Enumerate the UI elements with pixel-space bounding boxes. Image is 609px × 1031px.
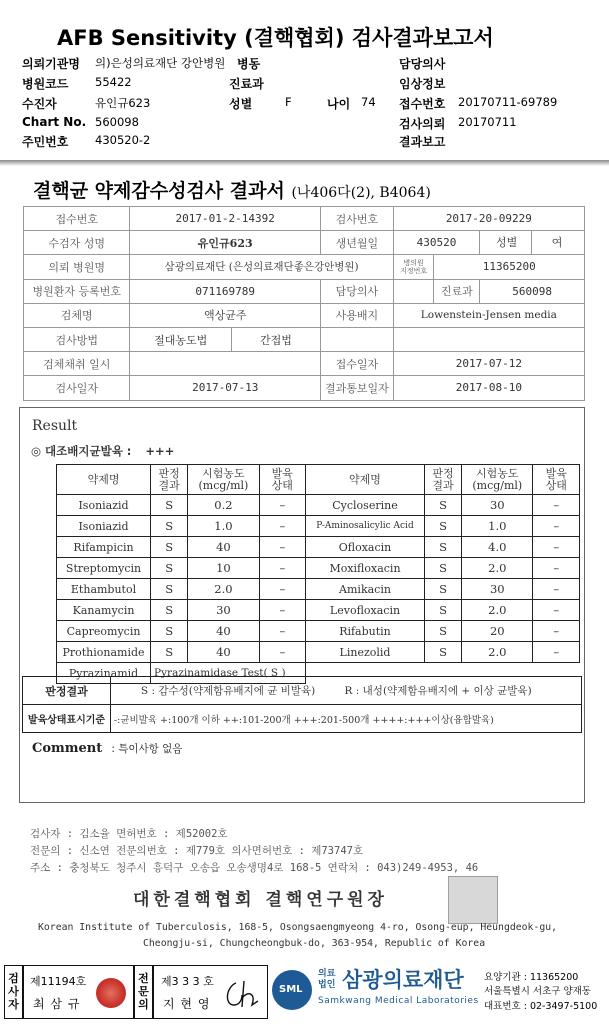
- drug-growth: –: [259, 579, 306, 600]
- drug-result: S: [424, 600, 461, 621]
- drug-growth: –: [533, 642, 580, 663]
- specimen-value: 액상균주: [130, 303, 320, 327]
- form-title: [33, 176, 431, 203]
- drug-result: S: [424, 516, 461, 537]
- institute-en-2: Cheongju-si, Chungcheongbuk-do, 363-954, Republic of Korea: [143, 938, 486, 949]
- test-no-value: 2017-20-09229: [393, 207, 584, 231]
- drug-conc: 40: [188, 642, 259, 663]
- drug-name: Ethambutol: [57, 579, 151, 600]
- specialist-no: 제3 3 3 호: [161, 975, 214, 988]
- drug-result: S: [151, 621, 188, 642]
- hosp-code-label-2: 지정번호: [400, 266, 428, 275]
- method-value-1: 절대농도법: [130, 327, 231, 351]
- header-label: 임상정보: [399, 77, 446, 91]
- drug-name: Rifabutin: [306, 621, 425, 642]
- header-label: Chart No.: [22, 115, 87, 129]
- col-conc-1: 시험농도: [202, 466, 245, 480]
- col-conc-r: [462, 465, 533, 495]
- header-label: 담당의사: [399, 57, 446, 71]
- col-growth-r-2: 상태: [545, 478, 567, 492]
- red-seal-icon: [96, 978, 126, 1008]
- judgement-text: [110, 677, 581, 705]
- received-label: 접수일자: [320, 352, 393, 376]
- col-judge-r: [424, 465, 461, 495]
- drug-result: S: [424, 495, 461, 516]
- drug-result: S: [424, 558, 461, 579]
- institute-en-1: Korean Institute of Tuberculosis, 168-5, Osongsaengmyeong 4-ro, Osong-eup, Heungdeok-gu,: [38, 922, 558, 933]
- tester-vlabel-2: 사: [8, 985, 19, 998]
- growth-text: -:균비발육 +:100개 이하 ++:101-200개 +++:201-500개 ++++:+++이상(융합발육): [110, 705, 581, 733]
- header-value: 560098: [95, 115, 139, 129]
- table-row: [57, 516, 580, 537]
- signature-icon: [222, 975, 264, 1013]
- sml-logo-text: SML: [279, 984, 303, 995]
- col-growth: [259, 465, 306, 495]
- drug-growth: –: [259, 600, 306, 621]
- result-title: Result: [32, 418, 78, 434]
- drug-growth: –: [533, 579, 580, 600]
- tester-vlabel-3: 자: [8, 998, 19, 1011]
- report-label: 결과통보일자: [320, 376, 393, 400]
- patient-info-table: [23, 206, 585, 401]
- col-judge: [151, 465, 188, 495]
- sex-value: 여: [551, 236, 563, 250]
- drug-result: S: [151, 642, 188, 663]
- header-value: 20170711: [458, 115, 517, 129]
- judgement-r: R : 내성(약제함유배지에 + 이상 균발육): [344, 685, 532, 697]
- drug-growth: –: [259, 558, 306, 579]
- header-value: 의)은성의료재단 강안병원: [95, 56, 226, 70]
- table-row: [57, 600, 580, 621]
- col-drug-r: 약제명: [306, 465, 425, 495]
- method-label: 검사방법: [24, 327, 130, 351]
- method-empty-2: [393, 327, 584, 351]
- drug-result: S: [151, 579, 188, 600]
- hosp-code-label: [393, 255, 434, 279]
- patient-label: 수검자 성명: [24, 231, 130, 255]
- drug-name: Amikacin: [306, 579, 425, 600]
- table-row: [57, 642, 580, 663]
- header-label: 주민번호: [22, 135, 69, 149]
- col-judge-2: 결과: [158, 478, 180, 492]
- header-label: 나이: [327, 97, 351, 111]
- reg-label: 병원환자 등록번호: [24, 279, 130, 303]
- header-value: 74: [361, 95, 376, 109]
- org-phone: 대표번호 : 02-3497-5100: [484, 1001, 598, 1012]
- table-row: [57, 495, 580, 516]
- media-value: Lowenstein-Jensen media: [393, 303, 584, 327]
- header-value: 유인규623: [95, 96, 151, 110]
- dept-value: 560098: [480, 279, 585, 303]
- col-growth-r: [533, 465, 580, 495]
- drug-conc: 30: [462, 579, 533, 600]
- drug-conc: 2.0: [188, 579, 259, 600]
- drug-result: S: [151, 516, 188, 537]
- drug-conc: 2.0: [462, 600, 533, 621]
- col-judge-r-1: 판정: [432, 466, 454, 480]
- judgement-s: S : 감수성(약제함유배지에 균 비발육): [140, 685, 316, 697]
- tester-vlabel-1: 검: [8, 972, 19, 985]
- judgement-label: 판정결과: [23, 677, 111, 705]
- col-conc-r-1: 시험농도: [476, 466, 519, 480]
- drug-conc: 1.0: [188, 516, 259, 537]
- col-conc: [188, 465, 259, 495]
- brand-small-1: 의료: [318, 969, 336, 979]
- form-title-code: (나406다(2), B4064): [291, 185, 431, 201]
- col-conc-2: (mcg/ml): [198, 478, 249, 492]
- drug-name: Ofloxacin: [306, 537, 425, 558]
- col-growth-1: 발육: [271, 466, 293, 480]
- media-label: 사용배지: [320, 303, 393, 327]
- header-label: 수진자: [22, 97, 57, 111]
- drug-result: S: [424, 621, 461, 642]
- drug-conc: 40: [188, 537, 259, 558]
- dept-label: 진료과: [434, 279, 480, 303]
- legend-table: [22, 676, 582, 733]
- report-value: 2017-08-10: [393, 376, 584, 400]
- specialist-vlabel-3: 의: [138, 998, 149, 1011]
- header-label: 성별: [229, 97, 253, 111]
- drug-name: Capreomycin: [57, 621, 151, 642]
- brand-small: [318, 969, 335, 991]
- drug-name: Linezolid: [306, 642, 425, 663]
- hosp-code-value: 11365200: [434, 255, 585, 279]
- comment: [32, 737, 182, 756]
- accession-value: 2017-01-2-14392: [130, 207, 320, 231]
- brand-name-en: Samkwang Medical Laboratories: [318, 996, 479, 1006]
- reg-value: 071169789: [130, 279, 320, 303]
- sex-label: 성별: [482, 231, 532, 254]
- report-title: AFB Sensitivity (결핵협회) 검사결과보고서: [57, 26, 494, 50]
- drug-name: Streptomycin: [57, 558, 151, 579]
- dob-label: 생년월일: [320, 231, 393, 255]
- drug-conc: 2.0: [462, 642, 533, 663]
- divider: [22, 965, 24, 1019]
- address-line: 주소 : 충청북도 청주시 흥덕구 오송읍 오송생명4로 168-5 연락처 : 043)249-4953, 46: [30, 862, 479, 874]
- collect-value: [130, 352, 320, 376]
- header-label: 진료과: [229, 77, 264, 91]
- drug-name: Cycloserine: [306, 495, 425, 516]
- drug-result: S: [151, 600, 188, 621]
- header-value: 55422: [95, 75, 132, 89]
- table-row: [57, 621, 580, 642]
- divider: [0, 160, 609, 166]
- drug-name: Isoniazid: [57, 516, 151, 537]
- drug-name: Levofloxacin: [306, 600, 425, 621]
- org-address: 서울특별시 서초구 양재동: [484, 986, 591, 997]
- header-value: 430520-2: [95, 133, 151, 147]
- specialist-vlabel: [136, 972, 151, 1011]
- test-no-label: 검사번호: [320, 207, 393, 231]
- growth-label: 발육상태표시기준: [23, 705, 111, 733]
- col-judge-r-2: 결과: [432, 478, 454, 492]
- header-label: 의뢰기관명: [22, 57, 80, 71]
- header-label: 병동: [237, 57, 261, 71]
- drug-conc: 10: [188, 558, 259, 579]
- table-row: [57, 558, 580, 579]
- drug-conc: 1.0: [462, 516, 533, 537]
- institute-kr: 대한결핵협회 결핵연구원장: [133, 890, 388, 910]
- drug-conc: 0.2: [188, 495, 259, 516]
- drug-growth: –: [533, 558, 580, 579]
- tester-name: 최 삼 규: [33, 997, 81, 1011]
- sex-cell: [480, 231, 585, 255]
- drug-result: S: [151, 537, 188, 558]
- drug-growth: –: [533, 516, 580, 537]
- pza-name: Pyrazinamid: [57, 663, 151, 684]
- control-label: ◎ 대조배지균발육 :: [31, 444, 132, 458]
- specialist-vlabel-1: 전: [138, 972, 149, 985]
- drug-name: Rifampicin: [57, 537, 151, 558]
- col-judge-1: 판정: [158, 466, 180, 480]
- specialist-name: 지 현 영: [163, 997, 211, 1011]
- drug-conc: 2.0: [462, 558, 533, 579]
- drug-conc: 30: [462, 495, 533, 516]
- drug-result: S: [424, 537, 461, 558]
- drug-growth: –: [533, 600, 580, 621]
- header-label: 접수번호: [399, 97, 446, 111]
- pza-result: Pyrazinamidase Test( S ): [151, 663, 306, 684]
- drug-name: Kanamycin: [57, 600, 151, 621]
- method-value-2: 간접법: [231, 327, 320, 351]
- control-value: +++: [145, 444, 175, 458]
- drug-growth: –: [259, 516, 306, 537]
- col-drug: 약제명: [57, 465, 151, 495]
- drug-growth: –: [533, 537, 580, 558]
- drug-conc: 30: [188, 600, 259, 621]
- test-date-value: 2017-07-13: [130, 376, 320, 400]
- drug-growth: –: [259, 537, 306, 558]
- col-growth-2: 상태: [271, 478, 293, 492]
- received-value: 2017-07-12: [393, 352, 584, 376]
- drug-growth: –: [259, 642, 306, 663]
- drug-conc: 40: [188, 621, 259, 642]
- col-growth-r-1: 발육: [545, 466, 567, 480]
- specialist-line: 전문의 : 신소연 전문의번호 : 제779호 의사면허번호 : 제73747호: [30, 845, 364, 857]
- accession-label: 접수번호: [24, 207, 130, 231]
- drug-result: S: [424, 642, 461, 663]
- test-date-label: 검사일자: [24, 376, 130, 400]
- hospital-label: 의뢰 병원명: [24, 255, 130, 279]
- institute-seal: [448, 876, 498, 924]
- tester-vlabel: [6, 972, 21, 1011]
- drug-result: S: [424, 579, 461, 600]
- divider: [133, 965, 135, 1019]
- drug-growth: –: [259, 621, 306, 642]
- method-empty: [320, 327, 393, 351]
- drug-growth: –: [533, 621, 580, 642]
- doctor-value: [393, 279, 434, 303]
- drug-table: [56, 464, 580, 684]
- doctor-label: 담당의사: [320, 279, 393, 303]
- hosp-code-label-1: 병의원: [403, 258, 424, 267]
- collect-label: 검체채취 일시: [24, 352, 130, 376]
- tester-line: 검사자 : 김소율 면허번호 : 제52002호: [30, 828, 228, 840]
- table-row: [57, 579, 580, 600]
- brand-name-kr: 삼광의료재단: [342, 968, 464, 992]
- hospital-value: 삼광의료재단 (은성의료재단좋은강안병원): [130, 255, 393, 279]
- header-value: 20170711-69789: [458, 95, 558, 109]
- header-label: 병원코드: [22, 77, 69, 91]
- specialist-vlabel-2: 문: [138, 985, 149, 998]
- brand-small-2: 법인: [318, 980, 336, 990]
- header-label: 검사의뢰: [399, 117, 446, 131]
- drug-conc: 4.0: [462, 537, 533, 558]
- drug-result: S: [151, 558, 188, 579]
- drug-result: S: [151, 495, 188, 516]
- drug-growth: –: [259, 495, 306, 516]
- col-conc-r-2: (mcg/ml): [472, 478, 523, 492]
- comment-text: : 특이사항 없음: [111, 743, 183, 755]
- patient-value: 유인규623: [130, 231, 320, 255]
- form-title-text: 결핵균 약제감수성검사 결과서: [33, 180, 285, 202]
- table-row: [57, 537, 580, 558]
- drug-name: Moxifloxacin: [306, 558, 425, 579]
- divider: [152, 965, 154, 1019]
- drug-name: P-Aminosalicylic Acid: [306, 516, 425, 537]
- comment-label: Comment: [32, 741, 103, 756]
- header-value: F: [285, 95, 292, 109]
- specimen-label: 검체명: [24, 303, 130, 327]
- control-growth: [31, 443, 174, 459]
- drug-name: Prothionamide: [57, 642, 151, 663]
- drug-growth: –: [533, 495, 580, 516]
- drug-conc: 20: [462, 621, 533, 642]
- tester-no: 제11194호: [30, 975, 87, 988]
- drug-name: Isoniazid: [57, 495, 151, 516]
- dob-value: 430520: [393, 231, 479, 255]
- org-code: 요양기관 : 11365200: [484, 972, 579, 983]
- header-label: 결과보고: [399, 135, 446, 149]
